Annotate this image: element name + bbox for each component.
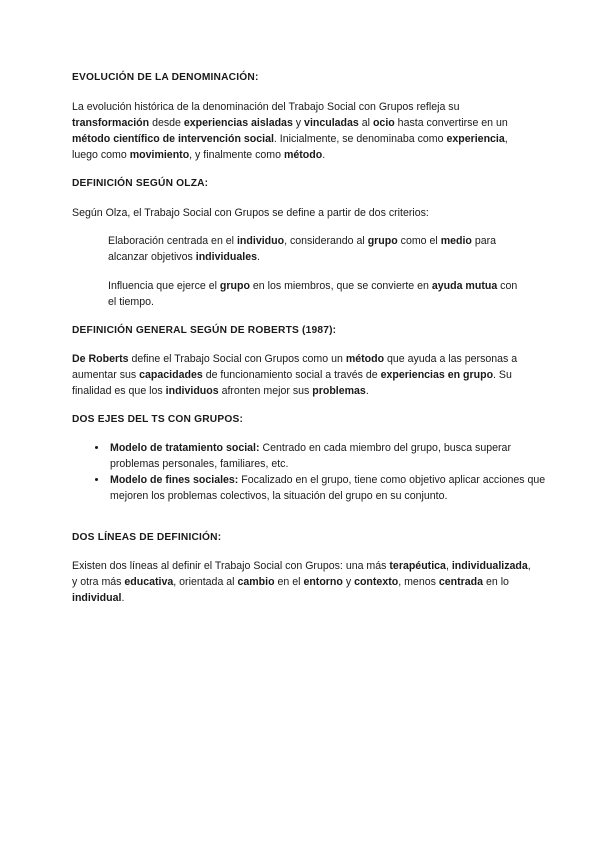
bold-term: individualizada [451,560,528,572]
bold-term: método científico de intervención social [72,133,274,145]
bold-term: método [283,149,323,161]
paragraph-lineas: Existen dos líneas al definir el Trabajo Social con Grupos: una más terapéutica, individualizada, y otra más educativa, orientada al cambio en el entorno y contexto, menos centrada en lo individual. [72,560,531,604]
bold-term: De Roberts [72,353,129,365]
bold-term: grupo [367,235,398,247]
bold-term: experiencias en grupo [380,369,494,381]
bold-term: centrada [438,576,484,588]
bold-term: contexto [354,576,399,588]
heading-evolucion: EVOLUCIÓN DE LA DENOMINACIÓN: [72,72,259,83]
olza-criterio-1: Elaboración centrada en el individuo, considerando al grupo como el medio para alcanzar objetivos individuales. [108,235,497,263]
bold-term: individuales [195,251,257,263]
bold-term: individuos [165,385,219,397]
heading-olza: DEFINICIÓN SEGÚN OLZA: [72,178,209,189]
list-item: • Modelo de fines sociales: Focalizado en el grupo, tiene como objetivo aplicar acciones que mejoren los problemas colectivos, la situación del grupo en su conjunto. [108,472,548,504]
bold-term: problemas [312,385,366,397]
heading-roberts: DEFINICIÓN GENERAL SEGÚN DE ROBERTS (1987): [72,325,337,336]
bold-term: ocio [372,117,395,129]
heading-ejes: DOS EJES DEL TS CON GRUPOS: [72,414,244,425]
ejes-list [90,440,548,504]
paragraph-olza: Según Olza, el Trabajo Social con Grupos se define a partir de dos criterios: [72,207,429,219]
bold-term: entorno [303,576,343,588]
bold-term: transformación [72,117,150,129]
bold-term: experiencias aisladas [183,117,293,129]
bold-term: individual [72,592,122,604]
heading-lineas: DOS LÍNEAS DE DEFINICIÓN: [72,532,222,543]
bold-term: ayuda mutua [431,280,498,292]
bold-term: grupo [219,280,250,292]
bold-term: experiencia [446,133,505,145]
bold-term: Modelo de fines sociales: [110,474,239,486]
bold-term: educativa [124,576,174,588]
bold-term: medio [440,235,472,247]
bold-term: individuo [236,235,285,247]
paragraph-evolucion: La evolución histórica de la denominación del Trabajo Social con Grupos refleja su transformación desde experiencias aisladas y vinculadas al ocio hasta convertirse en un método científico de intervención social. Inicialmente, se denominaba como experiencia, luego como movimiento, y finalmente como método. [72,101,508,161]
bold-term: vinculadas [304,117,359,129]
bold-term: capacidades [139,369,203,381]
paragraph-roberts: De Roberts define el Trabajo Social con Grupos como un método que ayuda a las personas a aumentar sus capacidades de funcionamiento social a través de experiencias en grupo. Su finalidad es que los individuos afronten mejor sus problemas. [72,353,518,397]
bold-term: movimiento [129,149,190,161]
bold-term: cambio [237,576,275,588]
bold-term: método [345,353,385,365]
bold-term: terapéutica [389,560,446,572]
olza-criterio-2: Influencia que ejerce el grupo en los miembros, que se convierte en ayuda mutua con el tiempo. [108,280,518,308]
bold-term: Modelo de tratamiento social: [110,442,260,454]
list-item: • Modelo de tratamiento social: Centrado en cada miembro del grupo, busca superar problemas personales, familiares, etc. [108,440,548,472]
